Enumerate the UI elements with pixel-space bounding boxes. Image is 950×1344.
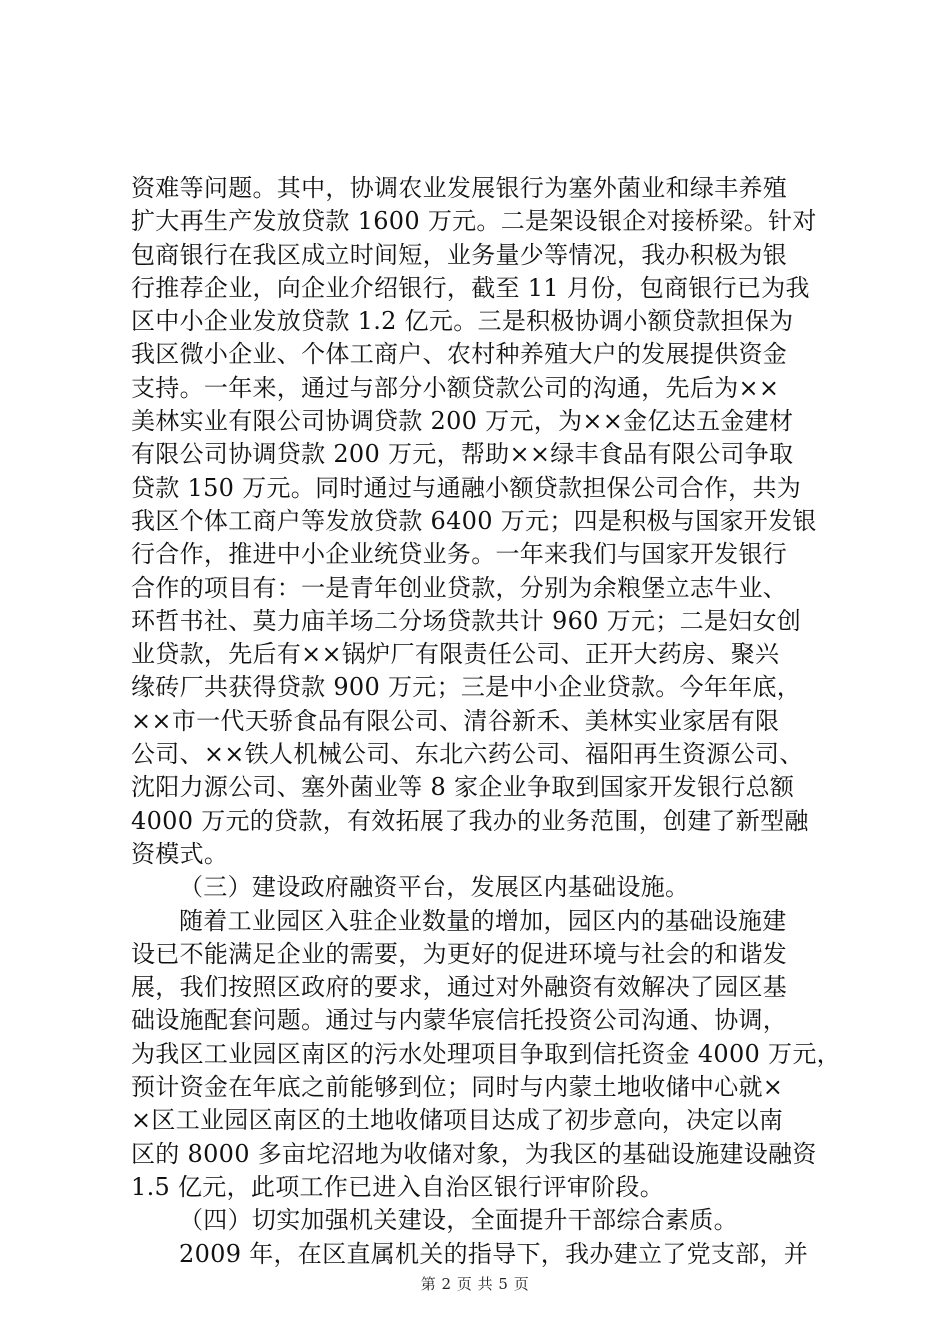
- text-line: 为我区工业园区南区的污水处理项目争取到信托资金 4000 万元，: [131, 1039, 841, 1068]
- text-line: 资难等问题。其中，协调农业发展银行为塞外菌业和绿丰养殖: [131, 174, 788, 202]
- section-heading: （四）切实加强机关建设，全面提升干部综合素质。: [179, 1206, 738, 1235]
- text-line: 包商银行在我区成立时间短，业务量少等情况，我办积极为银: [131, 240, 788, 269]
- text-line: 展，我们按照区政府的要求，通过对外融资有效解决了园区基: [131, 973, 788, 1002]
- text-line: 预计资金在年底之前能够到位；同时与内蒙土地收储中心就×: [131, 1073, 784, 1102]
- text-line: 沈阳力源公司、塞外菌业等 8 家企业争取到国家开发银行总额: [131, 773, 795, 802]
- text-line: 设已不能满足企业的需要，为更好的促进环境与社会的和谐发: [131, 939, 788, 968]
- text-line: 合作的项目有：一是青年创业贷款，分别为余粮堡立志牛业、: [131, 573, 788, 602]
- text-line: 4000 万元的贷款，有效拓展了我办的业务范围，创建了新型融: [131, 806, 809, 835]
- text-line: 我区个体工商户等发放贷款 6400 万元；四是积极与国家开发银: [131, 506, 817, 535]
- text-line: 区的 8000 多亩坨沼地为收储对象，为我区的基础设施建设融资: [131, 1139, 817, 1168]
- text-line: 美林实业有限公司协调贷款 200 万元，为××金亿达五金建材: [131, 407, 794, 436]
- page-number-footer: 第 2 页 共 5 页: [420, 1275, 530, 1293]
- text-line: 扩大再生产发放贷款 1600 万元。二是架设银企对接桥梁。针对: [131, 207, 817, 236]
- section-heading: （三）建设政府融资平台，发展区内基础设施。: [179, 873, 690, 902]
- document-body: [131, 172, 841, 1271]
- text-line: ××市一代天骄食品有限公司、清谷新禾、美林实业家居有限: [131, 706, 780, 735]
- text-line: 行推荐企业，向企业介绍银行，截至 11 月份，包商银行已为我: [131, 273, 810, 302]
- text-line: 资模式。: [131, 839, 229, 868]
- paragraph-first-line: 2009 年，在区直属机关的指导下，我办建立了党支部，并: [179, 1239, 809, 1268]
- text-line: 贷款 150 万元。同时通过与通融小额贷款担保公司合作，共为: [131, 473, 802, 502]
- text-line: 支持。一年来，通过与部分小额贷款公司的沟通，先后为××: [131, 373, 780, 402]
- text-line: 区中小企业发放贷款 1.2 亿元。三是积极协调小额贷款担保为: [131, 307, 794, 336]
- text-line: 业贷款，先后有××锅炉厂有限责任公司、正开大药房、聚兴: [131, 640, 780, 669]
- text-line: 缘砖厂共获得贷款 900 万元；三是中小企业贷款。今年年底，: [131, 673, 802, 702]
- text-line: 有限公司协调贷款 200 万元，帮助××绿丰食品有限公司争取: [131, 440, 794, 469]
- text-line: 行合作，推进中小企业统贷业务。一年来我们与国家开发银行: [131, 540, 788, 569]
- paragraph-first-line: 随着工业园区入驻企业数量的增加，园区内的基础设施建: [179, 906, 787, 935]
- text-line: 我区微小企业、个体工商户、农村种养殖大户的发展提供资金: [131, 340, 788, 369]
- text-line: 环哲书社、莫力庙羊场二分场贷款共计 960 万元；二是妇女创: [131, 606, 802, 635]
- text-line: 1.5 亿元，此项工作已进入自治区银行评审阶段。: [131, 1172, 664, 1201]
- text-line: 公司、××铁人机械公司、东北六药公司、福阳再生资源公司、: [131, 740, 804, 769]
- text-line: ×区工业园区南区的土地收储项目达成了初步意向，决定以南: [131, 1106, 784, 1135]
- text-line: 础设施配套问题。通过与内蒙华宸信托投资公司沟通、协调，: [131, 1006, 788, 1035]
